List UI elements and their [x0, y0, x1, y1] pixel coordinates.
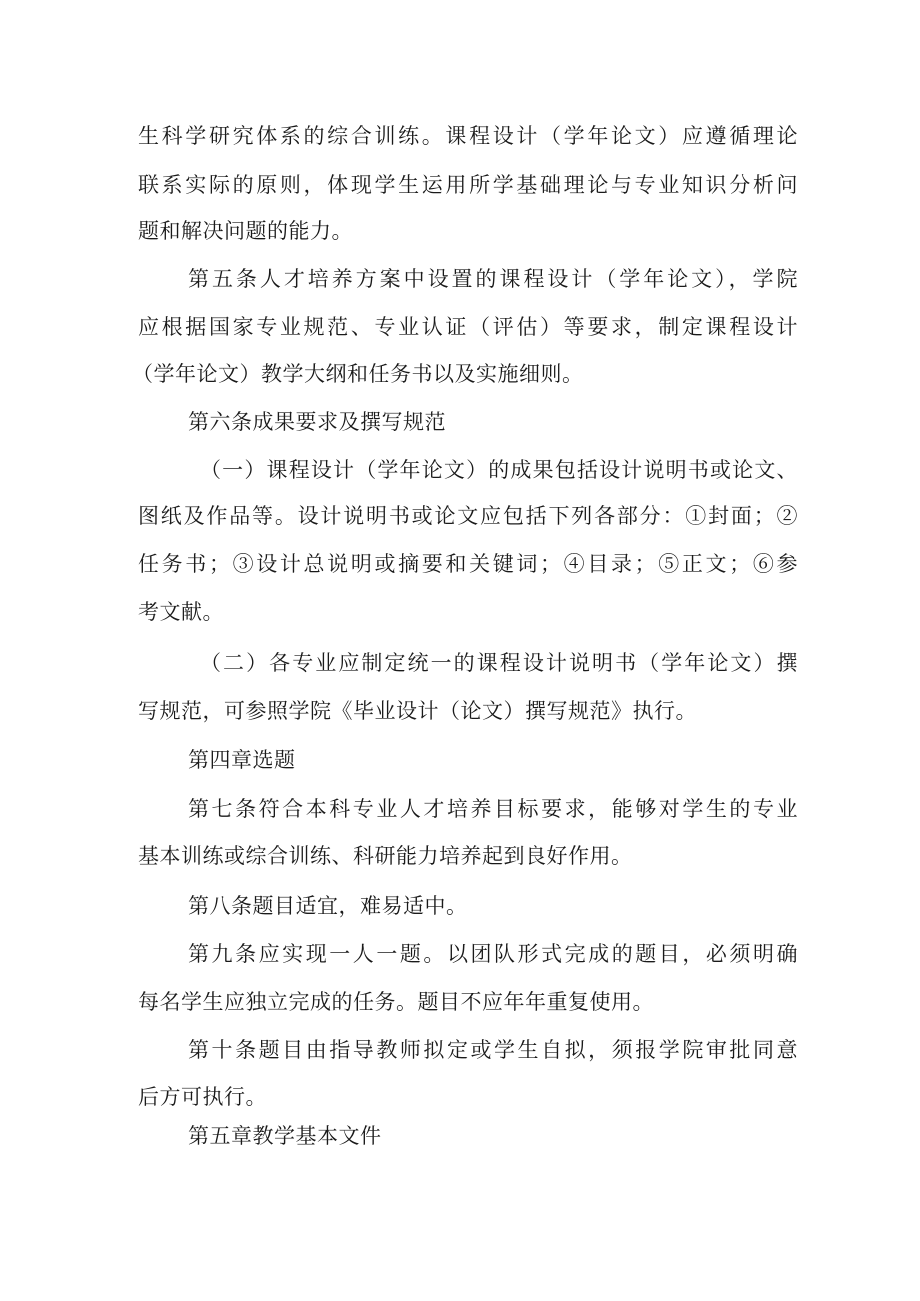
text-line: 每名学生应独立完成的任务。题目不应年年重复使用。	[138, 990, 654, 1014]
text-line: （学年论文）教学大纲和任务书以及实施细则。	[132, 362, 584, 386]
text-line: 图纸及作品等。设计说明书或论文应包括下列各部分：①封面；②	[138, 504, 798, 528]
text-line: 任务书；③设计总说明或摘要和关键词；④目录；⑤正文；⑥参	[138, 552, 798, 576]
chapter-heading: 第五章教学基本文件	[188, 1124, 382, 1148]
text-line: 后方可执行。	[138, 1085, 267, 1109]
text-line: 生科学研究体系的综合训练。课程设计（学年论文）应遵循理论	[138, 124, 798, 148]
text-line: 第七条符合本科专业人才培养目标要求，能够对学生的专业	[188, 797, 798, 821]
text-line: 基本训练或综合训练、科研能力培养起到良好作用。	[138, 844, 633, 868]
section-heading: 第六条成果要求及撰写规范	[188, 410, 446, 434]
text-line: 第五条人才培养方案中设置的课程设计（学年论文），学院	[188, 267, 798, 291]
text-line: 第十条题目由指导教师拟定或学生自拟，须报学院审批同意	[188, 1038, 798, 1062]
text-line: 考文献。	[138, 600, 224, 624]
text-line: 题和解决问题的能力。	[138, 219, 353, 243]
text-line: 写规范，可参照学院《毕业设计（论文）撰写规范》执行。	[138, 699, 697, 723]
chapter-heading: 第四章选题	[188, 748, 296, 772]
text-line: （二）各专业应制定统一的课程设计说明书（学年论文）撰	[200, 651, 798, 675]
text-line: 联系实际的原则，体现学生运用所学基础理论与专业知识分析问	[138, 173, 798, 197]
text-line: （一）课程设计（学年论文）的成果包括设计说明书或论文、	[200, 458, 798, 482]
text-line: 应根据国家专业规范、专业认证（评估）等要求，制定课程设计	[138, 315, 798, 339]
text-line: 第九条应实现一人一题。以团队形式完成的题目，必须明确	[188, 942, 798, 966]
text-line: 第八条题目适宜，难易适中。	[188, 894, 468, 918]
